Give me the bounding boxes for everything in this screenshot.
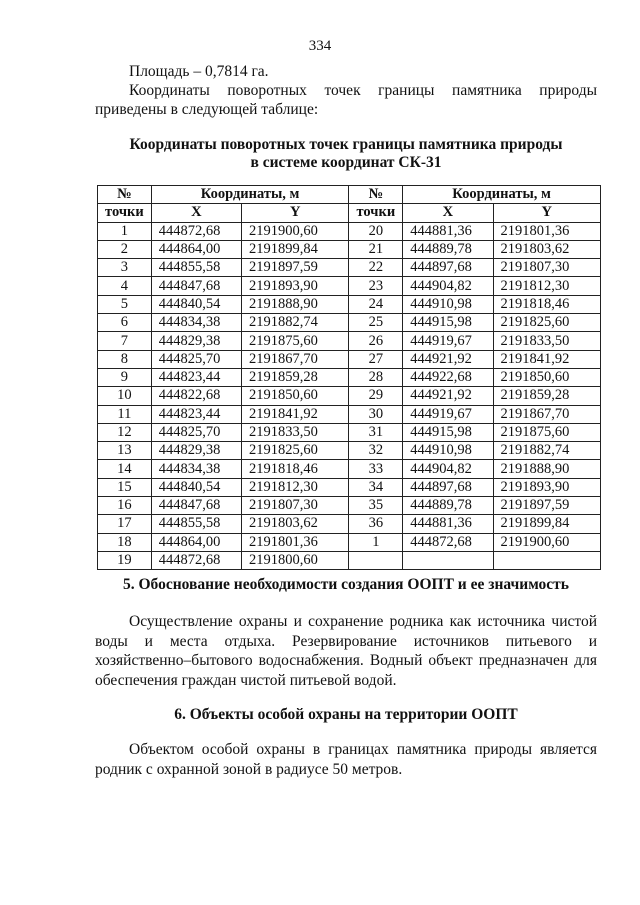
- table-row: [98, 387, 601, 405]
- x-value-cell: 444855,58: [151, 259, 241, 277]
- x-value-cell: 444823,44: [151, 368, 241, 386]
- y-value-cell: 2191833,50: [242, 423, 349, 441]
- point-no-cell: 36: [349, 515, 403, 533]
- point-no-cell: 11: [98, 405, 152, 423]
- y-value-cell: 2191867,70: [242, 350, 349, 368]
- point-no-cell: 14: [98, 460, 152, 478]
- x-value-cell: 444915,98: [403, 314, 493, 332]
- x-value-cell: 444881,36: [403, 515, 493, 533]
- y-value-cell: 2191841,92: [242, 405, 349, 423]
- point-no-cell: 5: [98, 295, 152, 313]
- point-no-cell: 20: [349, 222, 403, 240]
- table-row: [98, 405, 601, 423]
- x-value-cell: 444864,00: [151, 533, 241, 551]
- y-value-cell: 2191888,90: [493, 460, 601, 478]
- y-value-cell: 2191807,30: [242, 497, 349, 515]
- y-value-cell: 2191859,28: [493, 387, 601, 405]
- x-value-cell: 444904,82: [403, 277, 493, 295]
- x-value-cell: 444897,68: [403, 478, 493, 496]
- y-value-cell: 2191900,60: [242, 222, 349, 240]
- point-no-cell: 8: [98, 350, 152, 368]
- table-row: [98, 515, 601, 533]
- y-value-cell: 2191875,60: [493, 423, 601, 441]
- x-value-cell: 444921,92: [403, 350, 493, 368]
- x-value-cell: 444829,38: [151, 442, 241, 460]
- point-no-cell: 27: [349, 350, 403, 368]
- point-no-cell: 25: [349, 314, 403, 332]
- y-value-cell: 2191888,90: [242, 295, 349, 313]
- coordinates-table: [97, 185, 601, 570]
- table-row: [98, 533, 601, 551]
- table-title-line-2: в системе координат СК-31: [250, 154, 442, 171]
- y-value-cell: 2191825,60: [242, 442, 349, 460]
- y-value-cell: 2191867,70: [493, 405, 601, 423]
- y-value-cell: 2191897,59: [493, 497, 601, 515]
- y-value-cell: 2191833,50: [493, 332, 601, 350]
- table-row: [98, 222, 601, 240]
- header-coords-right: Координаты, м: [403, 186, 601, 204]
- x-value-cell: 444919,67: [403, 332, 493, 350]
- section-6-heading: 6. Объекты особой охраны на территории ООПТ: [174, 706, 518, 723]
- header-points-right: точки: [349, 204, 403, 222]
- x-value-cell: 444840,54: [151, 478, 241, 496]
- header-y-right: Y: [493, 204, 601, 222]
- point-no-cell: 15: [98, 478, 152, 496]
- x-value-cell: 444855,58: [151, 515, 241, 533]
- table-row: [98, 442, 601, 460]
- y-value-cell: 2191882,74: [242, 314, 349, 332]
- table-row: [98, 551, 601, 569]
- table-row: [98, 332, 601, 350]
- x-value-cell: 444922,68: [403, 368, 493, 386]
- point-no-cell: 21: [349, 240, 403, 258]
- table-row: [98, 277, 601, 295]
- point-no-cell: 7: [98, 332, 152, 350]
- point-no-cell: 6: [98, 314, 152, 332]
- y-value-cell: 2191875,60: [242, 332, 349, 350]
- x-value-cell: 444872,68: [151, 222, 241, 240]
- x-value-cell: 444825,70: [151, 350, 241, 368]
- y-value-cell: 2191812,30: [493, 277, 601, 295]
- x-value-cell: 444881,36: [403, 222, 493, 240]
- point-no-cell: 30: [349, 405, 403, 423]
- x-value-cell: 444822,68: [151, 387, 241, 405]
- x-value-cell: 444889,78: [403, 497, 493, 515]
- point-no-cell: 23: [349, 277, 403, 295]
- x-value-cell: 444823,44: [151, 405, 241, 423]
- point-no-cell: 16: [98, 497, 152, 515]
- table-row: [98, 368, 601, 386]
- x-value-cell: 444847,68: [151, 277, 241, 295]
- point-no-cell: 31: [349, 423, 403, 441]
- table-row: [98, 350, 601, 368]
- point-no-cell: 10: [98, 387, 152, 405]
- point-no-cell: 1: [98, 222, 152, 240]
- x-value-cell: 444904,82: [403, 460, 493, 478]
- point-no-cell: 35: [349, 497, 403, 515]
- point-no-cell: 1: [349, 533, 403, 551]
- y-value-cell: 2191818,46: [242, 460, 349, 478]
- y-value-cell: 2191893,90: [493, 478, 601, 496]
- x-value-cell: 444834,38: [151, 314, 241, 332]
- point-no-cell: 3: [98, 259, 152, 277]
- header-y-left: Y: [242, 204, 349, 222]
- point-no-cell: 32: [349, 442, 403, 460]
- x-value-cell: 444829,38: [151, 332, 241, 350]
- point-no-cell: 9: [98, 368, 152, 386]
- table-row: [98, 478, 601, 496]
- point-no-cell: 26: [349, 332, 403, 350]
- x-value-cell: [403, 551, 493, 569]
- x-value-cell: 444825,70: [151, 423, 241, 441]
- point-no-cell: 4: [98, 277, 152, 295]
- header-points-left: точки: [98, 204, 152, 222]
- y-value-cell: 2191812,30: [242, 478, 349, 496]
- point-no-cell: [349, 551, 403, 569]
- table-row: [98, 295, 601, 313]
- x-value-cell: 444889,78: [403, 240, 493, 258]
- x-value-cell: 444847,68: [151, 497, 241, 515]
- x-value-cell: 444840,54: [151, 295, 241, 313]
- point-no-cell: 2: [98, 240, 152, 258]
- x-value-cell: 444864,00: [151, 240, 241, 258]
- y-value-cell: 2191841,92: [493, 350, 601, 368]
- coordinates-table-body: [98, 222, 601, 570]
- coords-intro-text: Координаты поворотных точек границы памятника природы приведены в следующей таблице:: [95, 82, 597, 118]
- table-row: [98, 423, 601, 441]
- header-x-left: X: [151, 204, 241, 222]
- table-row: [98, 460, 601, 478]
- intro-block: [95, 62, 597, 119]
- x-value-cell: 444919,67: [403, 405, 493, 423]
- y-value-cell: 2191807,30: [493, 259, 601, 277]
- page-number: 334: [308, 38, 332, 54]
- table-row: [98, 259, 601, 277]
- point-no-cell: 13: [98, 442, 152, 460]
- y-value-cell: 2191900,60: [493, 533, 601, 551]
- header-coords-left: Координаты, м: [151, 186, 349, 204]
- y-value-cell: 2191803,62: [242, 515, 349, 533]
- point-no-cell: 28: [349, 368, 403, 386]
- y-value-cell: 2191801,36: [242, 533, 349, 551]
- table-title: [95, 136, 597, 172]
- y-value-cell: 2191803,62: [493, 240, 601, 258]
- x-value-cell: 444872,68: [151, 551, 241, 569]
- y-value-cell: 2191850,60: [242, 387, 349, 405]
- y-value-cell: 2191899,84: [242, 240, 349, 258]
- point-no-cell: 29: [349, 387, 403, 405]
- header-point-no-right: №: [349, 186, 403, 204]
- y-value-cell: 2191801,36: [493, 222, 601, 240]
- y-value-cell: 2191825,60: [493, 314, 601, 332]
- point-no-cell: 24: [349, 295, 403, 313]
- y-value-cell: 2191893,90: [242, 277, 349, 295]
- y-value-cell: 2191818,46: [493, 295, 601, 313]
- table-row: [98, 314, 601, 332]
- x-value-cell: 444834,38: [151, 460, 241, 478]
- y-value-cell: [493, 551, 601, 569]
- section-5-heading: 5. Обоснование необходимости создания ООПТ и ее значимость: [123, 576, 569, 593]
- y-value-cell: 2191850,60: [493, 368, 601, 386]
- point-no-cell: 18: [98, 533, 152, 551]
- x-value-cell: 444921,92: [403, 387, 493, 405]
- point-no-cell: 17: [98, 515, 152, 533]
- point-no-cell: 12: [98, 423, 152, 441]
- table-row: [98, 497, 601, 515]
- point-no-cell: 19: [98, 551, 152, 569]
- area-line: Площадь – 0,7814 га.: [129, 63, 269, 80]
- y-value-cell: 2191897,59: [242, 259, 349, 277]
- point-no-cell: 34: [349, 478, 403, 496]
- point-no-cell: 33: [349, 460, 403, 478]
- x-value-cell: 444872,68: [403, 533, 493, 551]
- x-value-cell: 444910,98: [403, 295, 493, 313]
- table-title-line-1: Координаты поворотных точек границы памятника природы: [129, 136, 563, 153]
- header-point-no-left: №: [98, 186, 152, 204]
- y-value-cell: 2191899,84: [493, 515, 601, 533]
- y-value-cell: 2191882,74: [493, 442, 601, 460]
- table-row: [98, 240, 601, 258]
- y-value-cell: 2191859,28: [242, 368, 349, 386]
- header-x-right: X: [403, 204, 493, 222]
- x-value-cell: 444910,98: [403, 442, 493, 460]
- section-6-text: Объектом особой охраны в границах памятника природы является родник с охранной зоной в радиусе 50 метров.: [95, 741, 597, 778]
- x-value-cell: 444915,98: [403, 423, 493, 441]
- point-no-cell: 22: [349, 259, 403, 277]
- y-value-cell: 2191800,60: [242, 551, 349, 569]
- x-value-cell: 444897,68: [403, 259, 493, 277]
- section-5-text: Осуществление охраны и сохранение родника как источника чистой воды и места отдыха. Резервирование источников питьевого и хозяйственно–бытового водоснабжения. Водный объект предназначен для обеспечения граждан чистой питьевой водой.: [95, 613, 597, 689]
